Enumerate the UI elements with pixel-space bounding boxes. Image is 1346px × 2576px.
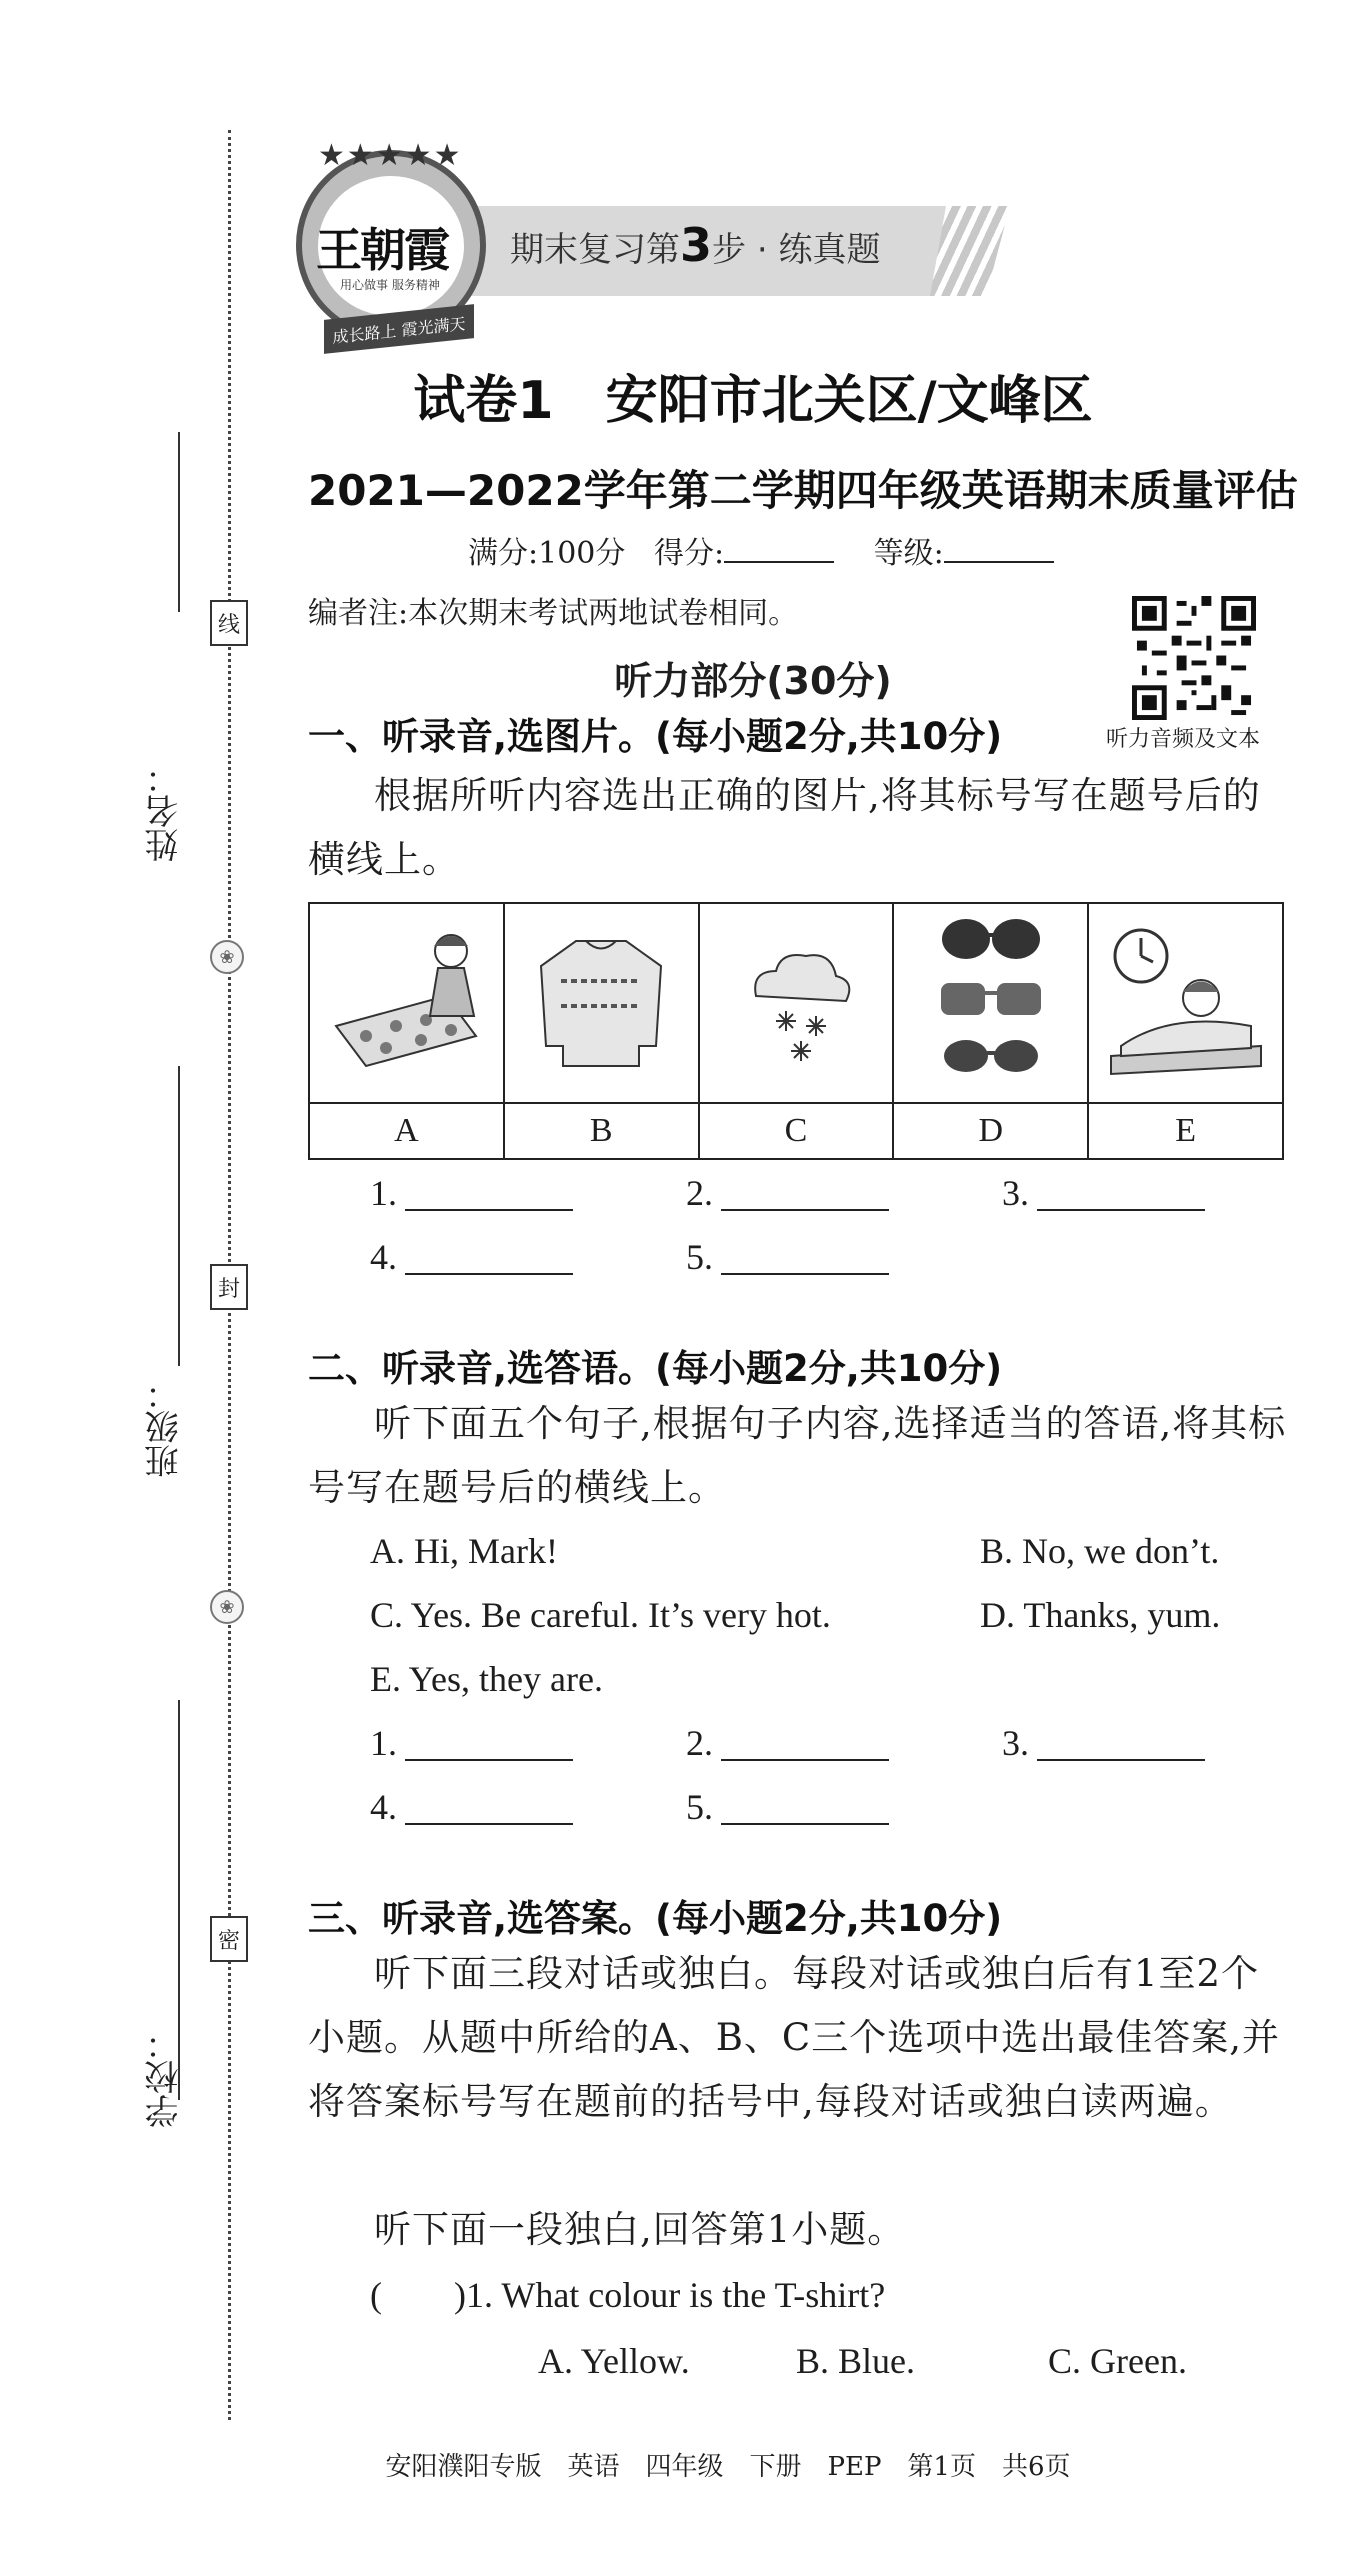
section-2-blanks-row-1: 1. 2. 3. — [370, 1722, 1318, 1764]
picture-label: D — [893, 1103, 1088, 1159]
choice-c: C. Green. — [1048, 2341, 1187, 2381]
option-c: C. Yes. Be careful. It’s very hot. — [370, 1595, 831, 1635]
logo-name: 王朝霞 — [316, 223, 448, 277]
choice-a: A. Yellow. — [538, 2341, 690, 2381]
listening-header: 听力部分(30分) — [614, 659, 892, 703]
seal-char-line: 线 — [210, 600, 248, 646]
logo-ribbon: 成长路上 霞光满天 — [324, 304, 474, 354]
question-1: ( )1. What colour is the T-shirt? — [370, 2275, 886, 2315]
answer-blank[interactable] — [405, 1759, 573, 1761]
name-label: 姓名： — [145, 760, 185, 862]
snow-cloud-icon — [699, 903, 894, 1103]
girl-with-clothes-icon — [309, 903, 504, 1103]
sweater-icon — [504, 903, 699, 1103]
picture-label: C — [699, 1103, 894, 1159]
qr-caption: 听力音频及文本 — [1106, 727, 1261, 752]
choice-b: B. Blue. — [796, 2341, 916, 2381]
banner-text: 期末复习第3步 · 练真题 — [510, 218, 881, 272]
answer-blank[interactable] — [721, 1823, 889, 1825]
section-1-blanks-row-1: 1. 2. 3. — [370, 1172, 1318, 1214]
class-label: 班级： — [145, 1376, 185, 1478]
section-1-blanks-row-2: 4. 5. — [370, 1236, 1002, 1278]
picture-table — [308, 902, 1284, 1160]
name-underline — [178, 432, 180, 612]
section-2-blanks-row-2: 4. 5. — [370, 1786, 1002, 1828]
picture-label: A — [309, 1103, 504, 1159]
ornament-icon: ❀ — [210, 940, 244, 974]
answer-blank[interactable] — [721, 1273, 889, 1275]
answer-blank[interactable] — [1037, 1759, 1205, 1761]
option-d: D. Thanks, yum. — [980, 1595, 1221, 1635]
section-3-heading: 三、听录音,选答案。(每小题2分,共10分) — [308, 1897, 1003, 1940]
stars-icon: ★★★★★ — [318, 138, 463, 173]
answer-blank[interactable] — [405, 1209, 573, 1211]
clock-bed-icon — [1088, 903, 1283, 1103]
editor-note: 编者注:本次期末考试两地试卷相同。 — [308, 596, 799, 631]
section-3-instruction: 听下面三段对话或独白。每段对话或独白后有1至2个小题。从题中所给的A、B、C三个选项中选出最佳答案,并将答案标号写在题前的括号中,每段对话或独白读两遍。 — [308, 1952, 1280, 2123]
option-a: A. Hi, Mark! — [370, 1531, 558, 1571]
picture-label: E — [1088, 1103, 1283, 1159]
seal-char-dense: 密 — [210, 1916, 248, 1962]
grade-blank[interactable] — [944, 561, 1054, 563]
sunglasses-icon — [893, 903, 1088, 1103]
paper-subtitle: 2021—2022学年第二学期四年级英语期末质量评估 — [308, 466, 1298, 515]
score-meta: 满分:100分 得分: 等级: — [468, 528, 1084, 572]
answer-blank[interactable] — [405, 1823, 573, 1825]
section-2-instruction: 听下面五个句子,根据句子内容,选择适当的答语,将其标号写在题号后的横线上。 — [308, 1402, 1287, 1509]
picture-label: B — [504, 1103, 699, 1159]
option-b: B. No, we don’t. — [980, 1531, 1220, 1571]
school-label: 学校： — [145, 2026, 185, 2128]
page-footer: 安阳濮阳专版 英语 四年级 下册 PEP 第1页 共6页 — [385, 2452, 1071, 2482]
option-e: E. Yes, they are. — [370, 1659, 603, 1699]
score-blank[interactable] — [724, 561, 834, 563]
answer-blank[interactable] — [721, 1759, 889, 1761]
answer-blank[interactable] — [1037, 1209, 1205, 1211]
section-1-heading: 一、听录音,选图片。(每小题2分,共10分) — [308, 715, 1003, 758]
logo-subtitle: 用心做事 服务精神 — [340, 278, 440, 292]
section-2-heading: 二、听录音,选答语。(每小题2分,共10分) — [308, 1347, 1003, 1390]
ornament-icon: ❀ — [210, 1590, 244, 1624]
section-1-instruction: 根据所听内容选出正确的图片,将其标号写在题号后的横线上。 — [308, 774, 1261, 881]
answer-blank[interactable] — [405, 1273, 573, 1275]
seal-char-seal: 封 — [210, 1264, 248, 1310]
answer-blank[interactable] — [721, 1209, 889, 1211]
answer-bracket[interactable]: ( ) — [370, 2275, 466, 2315]
class-underline — [178, 1066, 180, 1366]
section-3-sub-instruction: 听下面一段独白,回答第1小题。 — [374, 2208, 906, 2251]
paper-title: 试卷1 安阳市北关区/文峰区 — [413, 371, 1093, 431]
